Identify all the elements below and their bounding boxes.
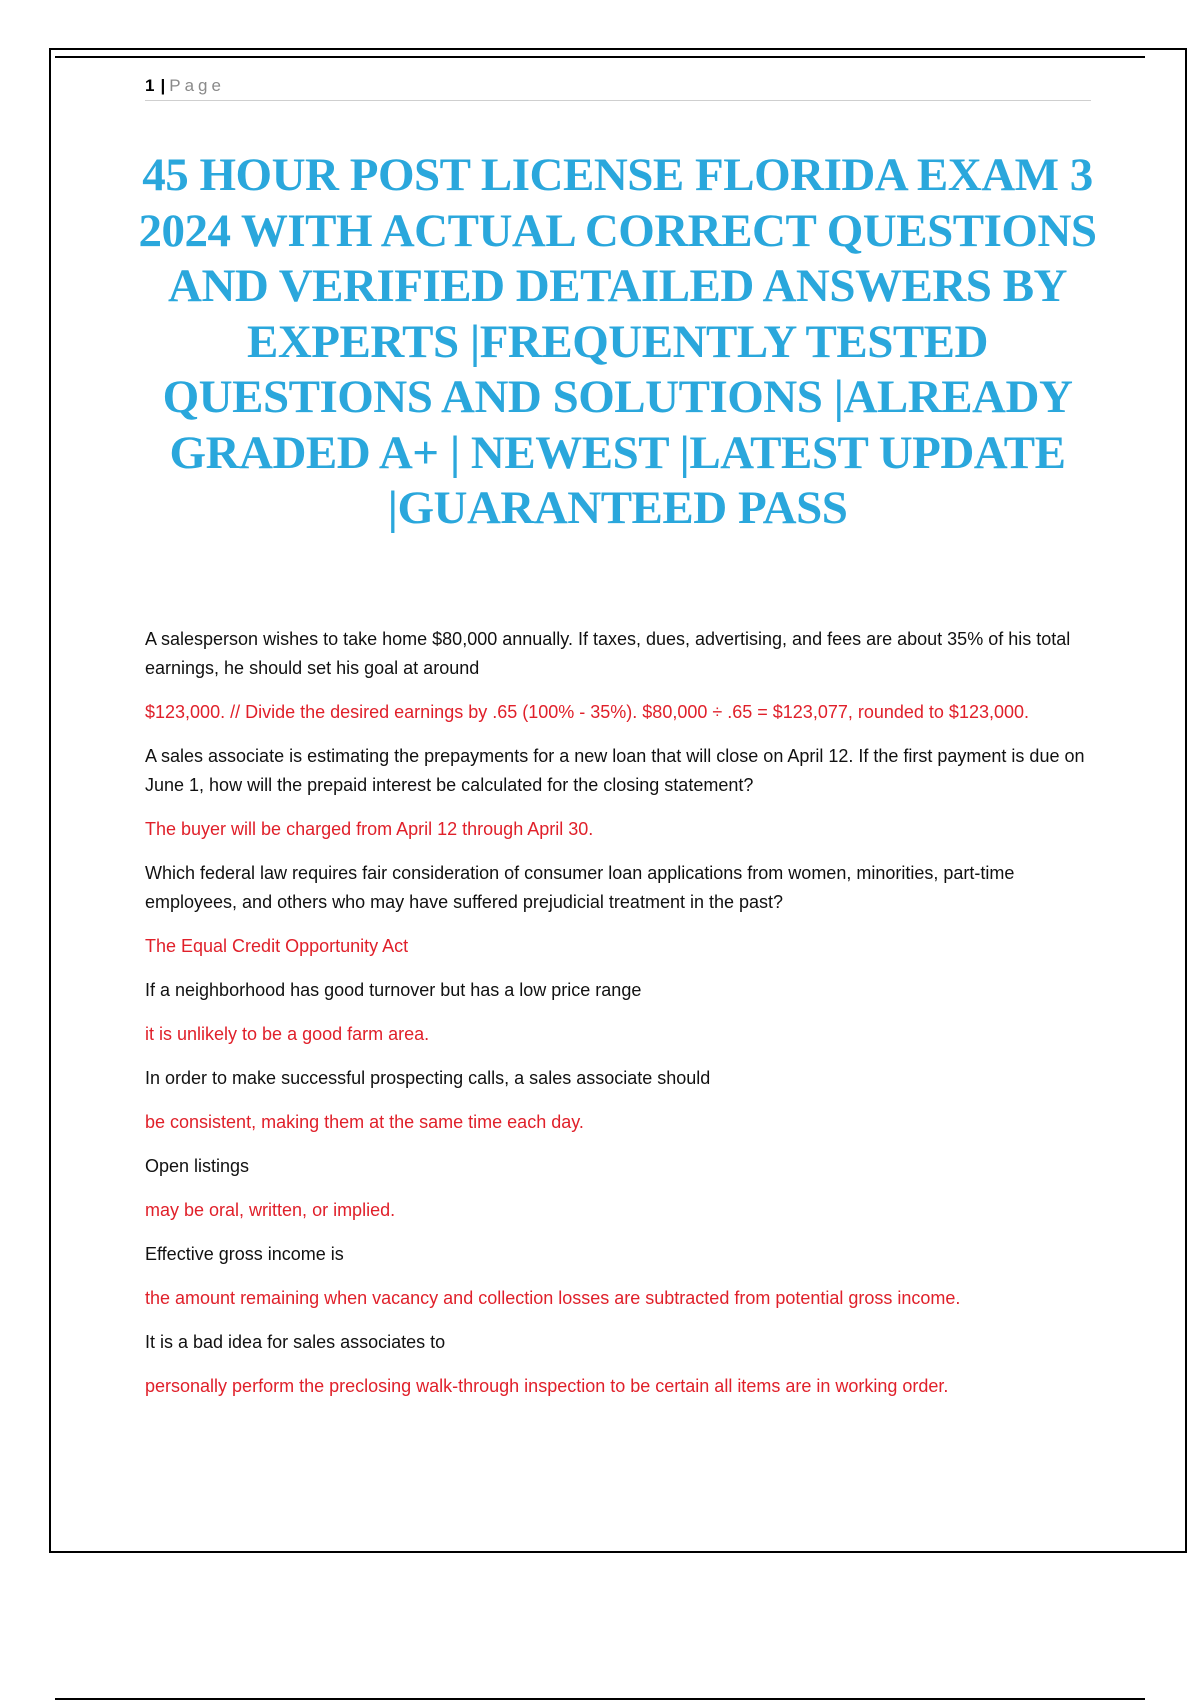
answer-6: may be oral, written, or implied. xyxy=(145,1200,396,1220)
answer-3: The Equal Credit Opportunity Act xyxy=(145,936,409,956)
answer-4: it is unlikely to be a good farm area. xyxy=(145,1024,430,1044)
question-7: Effective gross income is xyxy=(145,1244,344,1264)
page-header xyxy=(145,74,1091,101)
answer-5: be consistent, making them at the same time each day. xyxy=(145,1112,584,1132)
question-8: It is a bad idea for sales associates to xyxy=(145,1332,446,1352)
qa-list xyxy=(145,625,1095,1416)
question-4: If a neighborhood has good turnover but has a low price range xyxy=(145,980,642,1000)
answer-8: personally perform the preclosing walk-through inspection to be certain all items are in working order. xyxy=(145,1376,949,1396)
question-6: Open listings xyxy=(145,1156,250,1176)
answer-2: The buyer will be charged from April 12 through April 30. xyxy=(145,819,594,839)
header-separator: | xyxy=(160,76,166,95)
question-2: A sales associate is estimating the prepayments for a new loan that will close on April 12. If the first payment is due on June 1, how will the prepaid interest be calculated for the closing statement? xyxy=(145,746,1085,795)
question-5: In order to make successful prospecting calls, a sales associate should xyxy=(145,1068,711,1088)
document-title: 45 HOUR POST LICENSE FLORIDA EXAM 3 2024 WITH ACTUAL CORRECT QUESTIONS AND VERIFIED DETAILED ANSWERS BY EXPERTS |FREQUENTLY TESTED QUESTIONS AND SOLUTIONS |ALREADY GRADED A+ | NEWEST |LATEST UPDATE |GUARANTEED PASS xyxy=(138,149,1097,534)
answer-7: the amount remaining when vacancy and collection losses are subtracted from potential gross income. xyxy=(145,1288,961,1308)
question-1: A salesperson wishes to take home $80,000 annually. If taxes, dues, advertising, and fees are about 35% of his total earnings, he should set his goal at around xyxy=(145,629,1071,678)
question-3: Which federal law requires fair consideration of consumer loan applications from women, minorities, part-time employees, and others who may have suffered prejudicial treatment in the past? xyxy=(145,863,1015,912)
page-number: 1 xyxy=(145,76,155,95)
answer-1: $123,000. // Divide the desired earnings by .65 (100% - 35%). $80,000 ÷ .65 = $123,077, rounded to $123,000. xyxy=(145,702,1030,722)
page-label: Page xyxy=(169,76,225,95)
